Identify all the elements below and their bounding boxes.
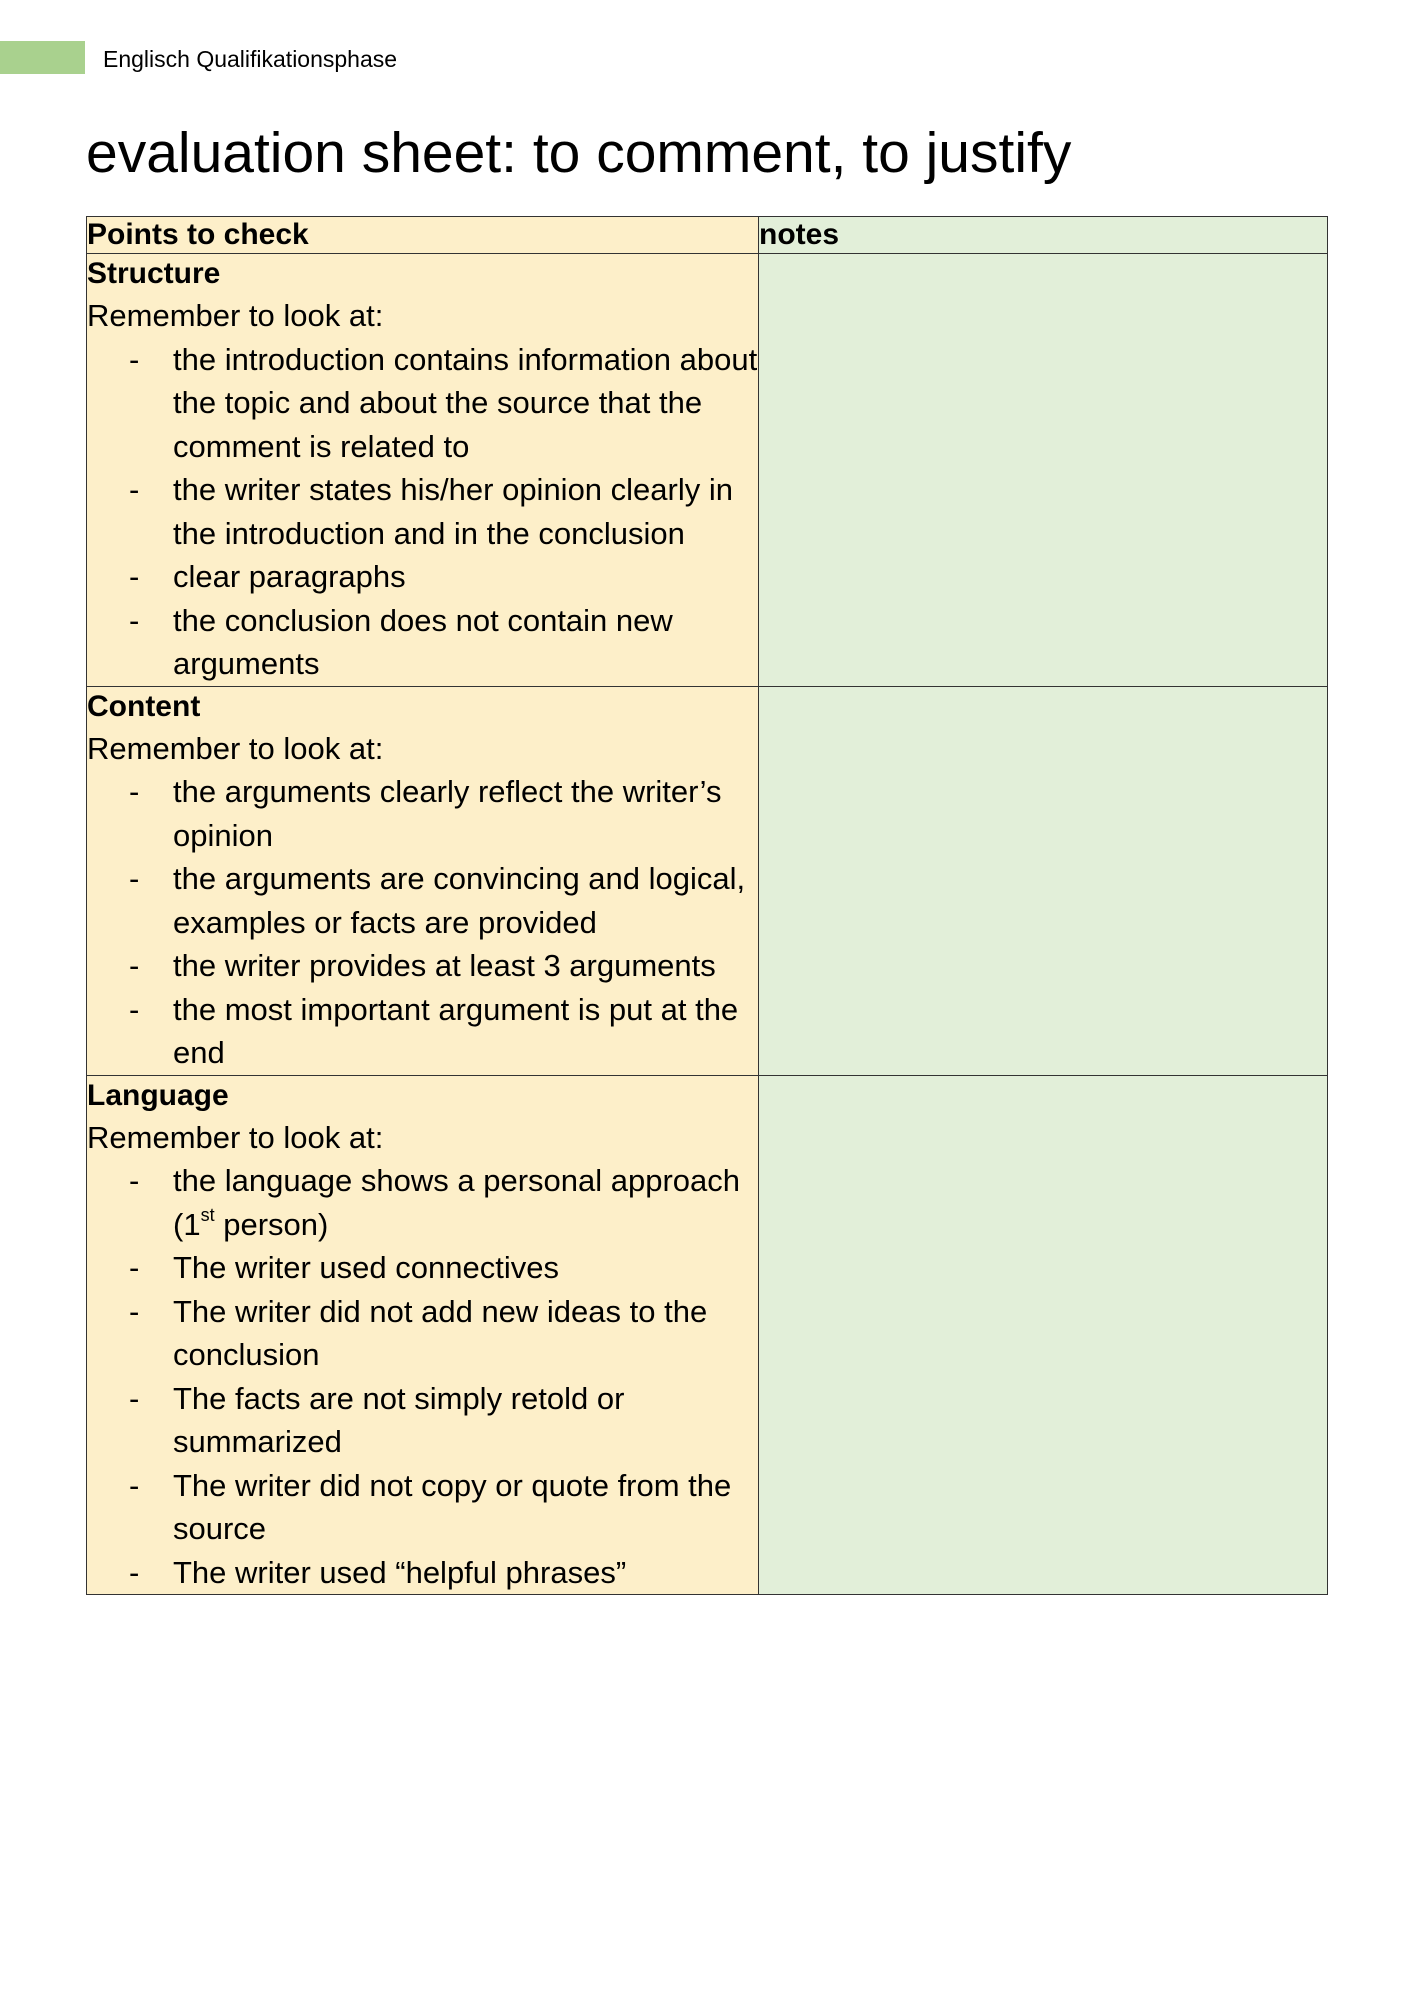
table-header-row <box>87 217 1328 254</box>
checklist-item-text: the writer states his/her opinion clearly in the introduction and in the conclusion <box>173 472 733 551</box>
checklist-item <box>87 770 758 857</box>
points-cell-content <box>87 686 759 1075</box>
notes-field-structure[interactable] <box>759 254 1328 687</box>
points-cell-language <box>87 1075 759 1595</box>
checklist-item-text: the most important argument is put at the end <box>173 991 739 1070</box>
checklist-item-text-tail: person) <box>214 1206 329 1242</box>
dash-bullet: - <box>129 1380 140 1416</box>
checklist-item <box>87 944 758 988</box>
checklist-item-text: The writer did not copy or quote from the source <box>173 1467 732 1546</box>
notes-field-content[interactable] <box>759 686 1328 1075</box>
points-cell-structure <box>87 254 759 687</box>
dash-bullet: - <box>129 1554 140 1590</box>
header-label: Englisch Qualifikationsphase <box>103 46 398 72</box>
page-title: evaluation sheet: to comment, to justify <box>86 121 1072 185</box>
section-title: Content <box>87 689 201 723</box>
checklist-item-text: the arguments clearly reflect the writer’s opinion <box>173 774 722 853</box>
checklist-item-text: The writer used “helpful phrases” <box>173 1554 627 1590</box>
section-title: Structure <box>87 257 221 290</box>
checklist-item <box>87 1377 758 1464</box>
checklist-item <box>87 1464 758 1551</box>
checklist-item <box>87 857 758 944</box>
section-intro: Remember to look at: <box>87 1119 384 1155</box>
column-header-points: Points to check <box>87 217 759 254</box>
dash-bullet: - <box>129 774 140 809</box>
checklist-item-text: the writer provides at least 3 arguments <box>173 948 716 983</box>
checklist-item <box>87 599 758 686</box>
checklist-item-text: the introduction contains information about the topic and about the source that the comment is related to <box>173 341 758 464</box>
header-accent-bar <box>0 41 85 74</box>
section-intro: Remember to look at: <box>87 298 384 333</box>
checklist-item <box>87 338 758 469</box>
evaluation-table <box>86 216 1328 1595</box>
dash-bullet: - <box>129 1293 140 1329</box>
dash-bullet: - <box>129 991 140 1027</box>
checklist-item <box>87 988 758 1075</box>
checklist-item-text: the language shows a personal approach (1 <box>173 1163 741 1242</box>
checklist-item-text: The facts are not simply retold or summarized <box>173 1380 625 1459</box>
notes-field-language[interactable] <box>759 1075 1328 1595</box>
dash-bullet: - <box>129 602 140 638</box>
dash-bullet: - <box>129 472 140 507</box>
dash-bullet: - <box>129 341 140 377</box>
section-intro: Remember to look at: <box>87 730 384 766</box>
section-row-structure <box>87 254 1328 687</box>
section-row-language <box>87 1075 1328 1595</box>
section-row-content <box>87 686 1328 1075</box>
checklist-item-text: The writer did not add new ideas to the conclusion <box>173 1293 708 1372</box>
ordinal-superscript: st <box>200 1204 215 1225</box>
checklist-item <box>87 555 758 599</box>
checklist-item-text: the arguments are convincing and logical, examples or facts are provided <box>173 861 746 940</box>
checklist-item-text: the conclusion does not contain new arguments <box>173 602 673 681</box>
dash-bullet: - <box>129 559 140 594</box>
checklist-item <box>87 468 758 555</box>
checklist <box>87 1159 758 1594</box>
checklist-item <box>87 1551 758 1595</box>
dash-bullet: - <box>129 861 140 896</box>
dash-bullet: - <box>129 1250 140 1285</box>
section-title: Language <box>87 1078 229 1112</box>
checklist-item <box>87 1159 758 1246</box>
checklist-item-text: The writer used connectives <box>173 1250 559 1285</box>
checklist <box>87 770 758 1075</box>
checklist <box>87 338 758 686</box>
checklist-item-text: clear paragraphs <box>173 559 406 594</box>
dash-bullet: - <box>129 1467 140 1503</box>
dash-bullet: - <box>129 948 140 983</box>
checklist-item <box>87 1290 758 1377</box>
dash-bullet: - <box>129 1163 140 1198</box>
column-header-notes: notes <box>759 217 1328 254</box>
checklist-item <box>87 1246 758 1290</box>
